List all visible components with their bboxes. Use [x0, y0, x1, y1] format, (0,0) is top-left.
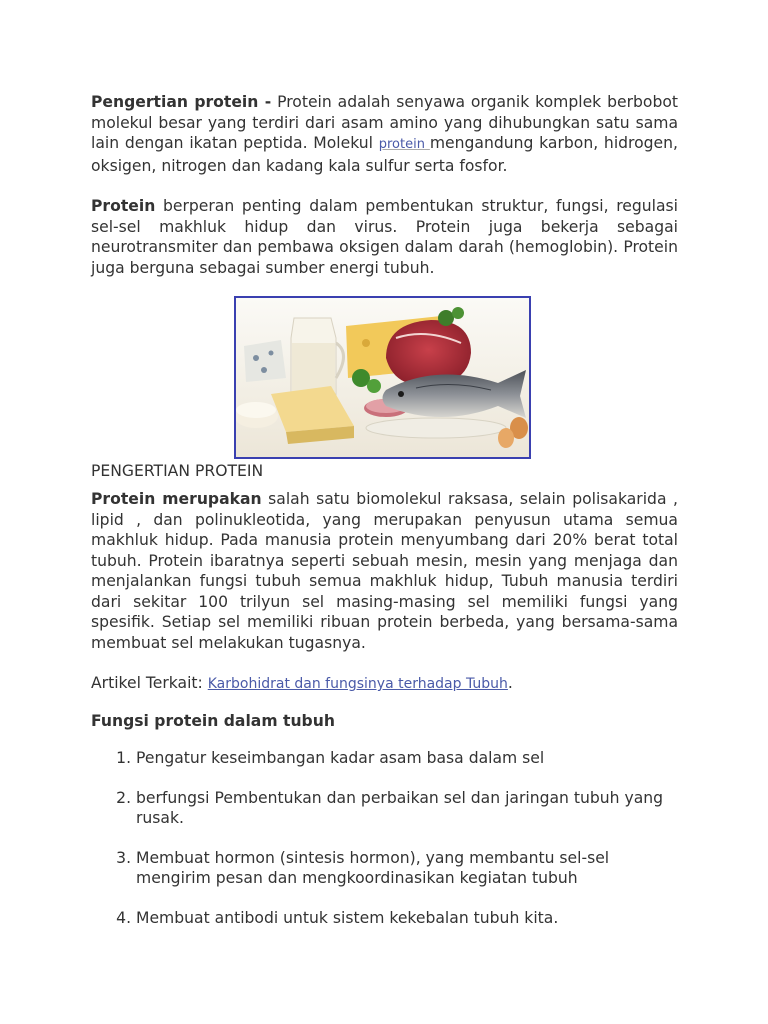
- list-item: 4. Membuat antibodi untuk sistem kekebalan tubuh kita.: [136, 908, 678, 929]
- related-suffix: .: [507, 674, 513, 692]
- protein-foods-illustration: [236, 298, 529, 457]
- document-page: [91, 92, 678, 927]
- protein-foods-image: [234, 296, 531, 459]
- definition-text-a: Protein adalah senyawa organik komplek berbobot molekul besar yang terdiri dari asam amino yang dihubungkan satu sama lain dengan ikatan peptida. Molekul: [91, 93, 678, 152]
- explanation-text: salah satu biomolekul raksasa, selain polisakarida , lipid , dan polinukleotida, yang merupakan penyusun utama semua makhluk hidup. Pada manusia protein menyumbang dari 20% berat total tubuh. Protein ibaratnya seperti sebuah mesin, mesin yang menjaga dan menjalankan fungsi tubuh semua makhluk hidup, Tubuh manusia terdiri dari sekitar 100 trilyun sel masing-masing sel memiliki fungsi yang spesifik. Setiap sel memiliki ribuan protein berbeda, yang bersama-sama membuat sel melakukan tugasnya.: [91, 490, 678, 652]
- definition-term: Pengertian protein -: [91, 93, 272, 111]
- functions-subheading: Fungsi protein dalam tubuh: [91, 712, 335, 730]
- paragraph-explanation: [91, 489, 678, 653]
- related-article: [91, 673, 513, 694]
- list-item: 1. Pengatur keseimbangan kadar asam basa dalam sel: [136, 748, 678, 769]
- related-article-link[interactable]: Karbohidrat dan fungsinya terhadap Tubuh: [207, 676, 508, 692]
- list-item: 3. Membuat hormon (sintesis hormon), yang membantu sel-sel mengirim pesan dan mengkoordinasikan kegiatan tubuh: [136, 848, 678, 889]
- role-text: berperan penting dalam pembentukan struktur, fungsi, regulasi sel-sel makhluk hidup dan virus. Protein juga bekerja sebagai neurotransmiter dan pembawa oksigen dalam darah (hemoglobin). Protein juga berguna sebagai sumber energi tubuh.: [91, 197, 678, 277]
- definition-text-b: mengandung karbon, hidrogen, oksigen, nitrogen dan kadang kala sulfur serta fosfor.: [91, 134, 678, 175]
- protein-link[interactable]: protein: [378, 137, 430, 152]
- paragraph-role: [91, 196, 678, 278]
- list-item: 2. berfungsi Pembentukan dan perbaikan sel dan jaringan tubuh yang rusak.: [136, 788, 678, 829]
- explanation-term: Protein merupakan: [91, 490, 262, 508]
- paragraph-definition: [91, 92, 678, 176]
- role-term: Protein: [91, 197, 156, 215]
- section-heading-caps: PENGERTIAN PROTEIN: [91, 462, 264, 480]
- related-label: Artikel Terkait:: [91, 674, 208, 692]
- functions-list: [91, 748, 678, 947]
